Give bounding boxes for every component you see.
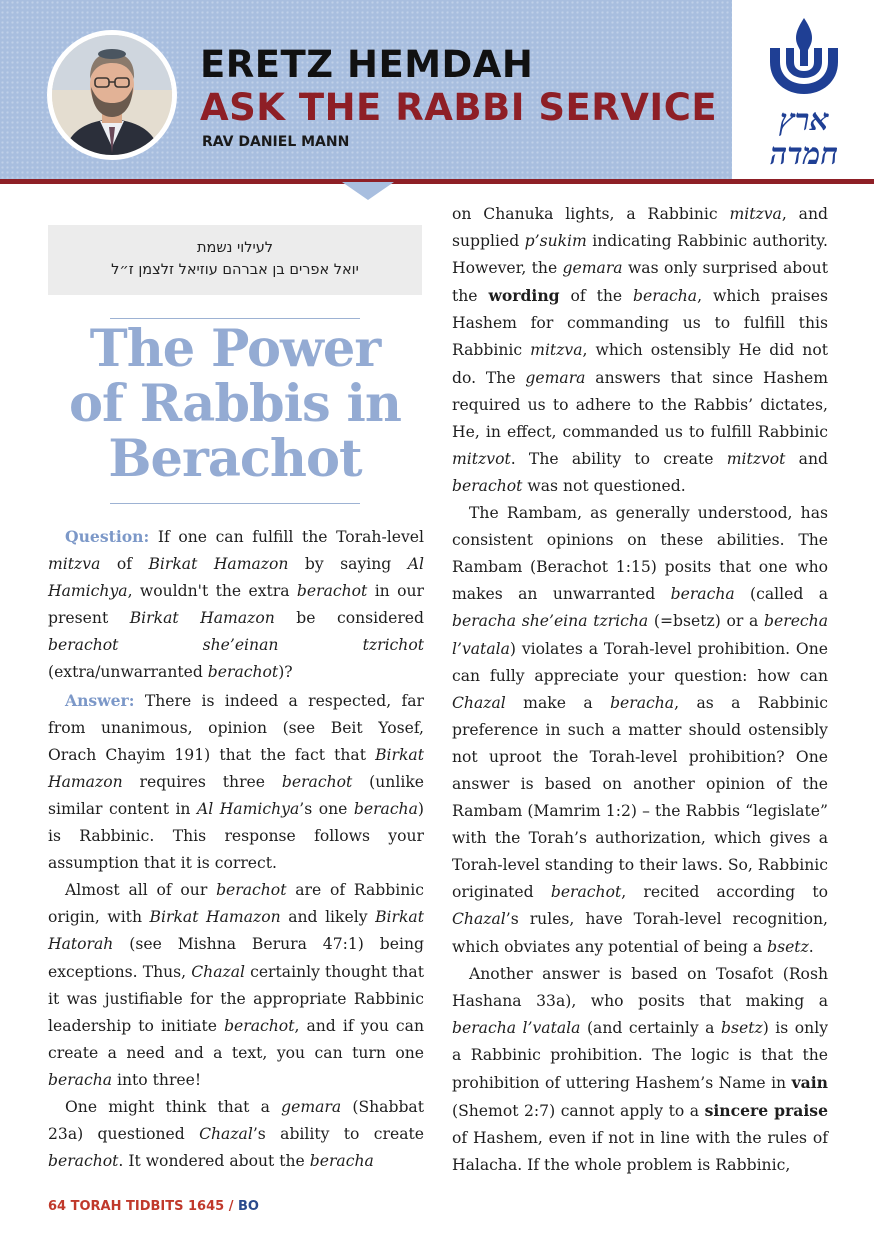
body-paragraph-3 <box>48 877 424 1094</box>
italic-term: beracha <box>48 1070 113 1089</box>
logo-hebrew-bottom: חמדה <box>769 137 839 172</box>
dedication-line-1: לעילוי נשמת <box>196 240 274 256</box>
bold-term: sincere praise <box>704 1101 828 1121</box>
italic-term: mitzva <box>48 555 101 574</box>
text-run: One might think that a <box>65 1097 282 1116</box>
italic-term: Chazal <box>452 910 506 929</box>
italic-term: berecha l’vatala <box>452 612 828 658</box>
italic-term: berachot <box>216 881 287 900</box>
italic-term: Al Hamichya <box>196 799 300 818</box>
italic-term: beracha <box>670 585 735 604</box>
text-run: )? <box>278 663 293 682</box>
text-run: Another answer is based on Tosafot (Rosh Hashana 33a), who posits that making a <box>452 964 828 1010</box>
text-run: and <box>785 449 829 468</box>
text-run: be considered <box>274 609 425 628</box>
italic-term: berachot <box>550 883 622 902</box>
text-run: ’s one <box>299 799 354 818</box>
body-paragraph-6 <box>452 961 828 1180</box>
title-line-3: Berachot <box>108 429 362 489</box>
italic-term: p’sukim <box>524 232 587 251</box>
answer-paragraph <box>48 687 424 878</box>
text-run: (Shemot 2:7) cannot apply to a <box>452 1102 705 1121</box>
text-run: , which praises Hashem for commanding us to fulfill this Rabbinic <box>452 287 828 360</box>
author-portrait-image <box>52 35 172 155</box>
page-footer <box>48 1199 259 1214</box>
italic-term: berachot <box>224 1016 295 1035</box>
footer-separator: / <box>228 1199 234 1214</box>
body-paragraph-4 <box>48 1094 424 1175</box>
italic-term: Birkat Hamazon <box>48 745 424 791</box>
text-run: (=bsetz) or a <box>648 612 765 631</box>
text-run: was only surprised about the <box>452 259 828 306</box>
text-run: . It wondered about the <box>118 1152 310 1171</box>
title-rule-bottom <box>110 503 360 504</box>
italic-term: mitzva <box>729 205 782 223</box>
text-run: was not questioned. <box>522 476 686 495</box>
italic-term: berachot she’einan tzrichot <box>48 636 424 655</box>
header-rule <box>0 179 874 184</box>
title-line-2: of Rabbis in <box>69 374 401 434</box>
text-run: . The ability to create <box>510 449 727 468</box>
text-run: ) is only a Rabbinic prohibition. The logic is that the prohibition of uttering Hashem’s Name in <box>452 1018 829 1092</box>
text-run: If one can fulfill the Torah-level <box>149 528 424 546</box>
italic-term: mitzvot <box>452 449 511 468</box>
dedication-line-2: יואל אפרים בן אברהם עוזיאל זלצמן ז״ל <box>111 262 359 278</box>
italic-term: Birkat Hatorah <box>48 908 424 954</box>
text-run: There is indeed a respected, far from unanimous, opinion (see Beit Yosef, Orach Chayim 191) that the fact that <box>48 691 424 764</box>
bold-term: wording <box>488 286 560 306</box>
text-run: answers that since Hashem required us to adhere to the Rabbis’ dictates, He, in effect, commanded us to fulfill Rabbinic <box>452 368 828 441</box>
text-run: requires three <box>122 772 282 791</box>
text-run: of Hashem, even if not in line with the rules of Halacha. If the whole problem is Rabbinic, <box>452 1129 828 1175</box>
italic-term: Chazal <box>452 693 506 712</box>
text-run: , which ostensibly He did not do. The <box>452 341 828 387</box>
logo-hebrew-top: ארץ <box>779 103 829 138</box>
answer-label: Answer: <box>65 690 135 710</box>
italic-term: berachot <box>452 476 523 495</box>
text-run: ) violates a Torah-level prohibition. One can fully appreciate your question: how can <box>452 639 828 685</box>
italic-term: gemara <box>525 368 586 387</box>
dedication-box <box>48 225 422 295</box>
question-label: Question: <box>65 527 150 546</box>
text-run: (Shabbat 23a) questioned <box>48 1097 424 1144</box>
text-run: Almost all of our <box>65 881 217 900</box>
italic-term: Chazal <box>191 962 246 981</box>
text-run: into three! <box>112 1070 202 1089</box>
text-run: by saying <box>288 555 408 574</box>
text-run: , and supplied <box>452 205 828 251</box>
text-run: (see Mishna Berura 47:1) being exceptions. Thus, <box>48 935 424 981</box>
text-run: certainly thought that it was justifiable for the appropriate Rabbinic leadership to initiate <box>48 962 424 1035</box>
author-name: RAV DANIEL MANN <box>202 134 350 150</box>
text-run: (called a <box>734 585 828 604</box>
italic-term: mitzva <box>530 341 583 360</box>
text-run: , wouldn't the extra <box>127 582 297 601</box>
italic-term: Chazal <box>199 1125 253 1144</box>
italic-term: beracha <box>353 799 418 818</box>
footer-page-issue: 64 TORAH TIDBITS 1645 <box>48 1199 225 1214</box>
bold-term: vain <box>791 1073 828 1092</box>
text-run: ’s rules, have Torah-level recognition, which obviates any potential of being a <box>452 910 828 956</box>
footer-parasha: BO <box>238 1199 259 1214</box>
italic-term: mitzvot <box>726 449 786 468</box>
body-paragraph-5 <box>452 500 828 961</box>
body-paragraph-4-continued <box>452 201 828 500</box>
italic-term: bsetz <box>767 937 809 956</box>
question-paragraph <box>48 523 424 687</box>
text-run: ) is Rabbinic. This response follows your assumption that it is correct. <box>48 799 424 873</box>
text-run: are of Rabbinic origin, with <box>48 881 425 927</box>
text-run: indicating Rabbinic authority. However, the <box>452 232 828 278</box>
text-run: (and certainly a <box>580 1018 721 1037</box>
text-run: (unlike similar content in <box>48 772 424 818</box>
text-run: in our present <box>48 582 424 628</box>
italic-term: gemara <box>281 1097 342 1116</box>
header-notch <box>342 182 394 200</box>
italic-term: beracha she’eina tzricha <box>452 612 649 631</box>
italic-term: Birkat Hamazon <box>149 908 281 927</box>
italic-term: berachot <box>48 1152 119 1171</box>
italic-term: berachot <box>207 663 279 682</box>
italic-term: Al Hamichya <box>48 555 424 601</box>
italic-term: beracha l’vatala <box>452 1018 581 1037</box>
text-run: . <box>808 937 814 956</box>
text-run: make a <box>505 693 611 712</box>
brand-title: ERETZ HEMDAH <box>200 43 534 86</box>
text-run: , and if you can create a need and a text, you can turn one <box>48 1016 425 1062</box>
author-portrait <box>47 30 177 160</box>
italic-term: Birkat Hamazon <box>148 555 289 574</box>
article-column-right <box>452 201 828 1179</box>
title-line-1: The Power <box>89 319 381 379</box>
italic-term: beracha <box>610 693 675 712</box>
italic-term: beracha <box>633 287 698 306</box>
eretz-hemdah-logo-icon <box>752 14 856 174</box>
text-run: (extra/unwarranted <box>48 663 208 682</box>
italic-term: gemara <box>562 259 623 278</box>
italic-term: Birkat Hamazon <box>129 609 275 628</box>
italic-term: berachot <box>296 582 368 601</box>
text-run: on Chanuka lights, a Rabbinic <box>452 205 730 223</box>
text-run: of <box>100 555 149 574</box>
italic-term: beracha <box>309 1152 374 1171</box>
text-run: , as a Rabbinic preference in such a matter should ostensibly not uproot the Torah-level prohibition? One answer is based on another opinion of the Rambam (Mamrim 1:2) – the Rabbis “legislate” with the Torah’s authorization, which gives a Torah-level standing to their laws. So, Rabbinic originated <box>452 693 828 902</box>
text-run: , recited according to <box>621 883 828 902</box>
article-title <box>40 319 430 489</box>
italic-term: bsetz <box>721 1018 763 1037</box>
text-run: and likely <box>280 908 376 927</box>
italic-term: berachot <box>281 772 353 791</box>
service-title: ASK THE RABBI SERVICE <box>200 86 718 129</box>
text-run: The Rambam, as generally understood, has consistent opinions on these abilities. The Rambam (Berachot 1:15) posits that one who makes an unwarranted <box>452 504 828 604</box>
text-run: ’s ability to create <box>252 1125 424 1144</box>
text-run: of the <box>559 287 634 306</box>
article-column-left <box>48 523 424 1175</box>
